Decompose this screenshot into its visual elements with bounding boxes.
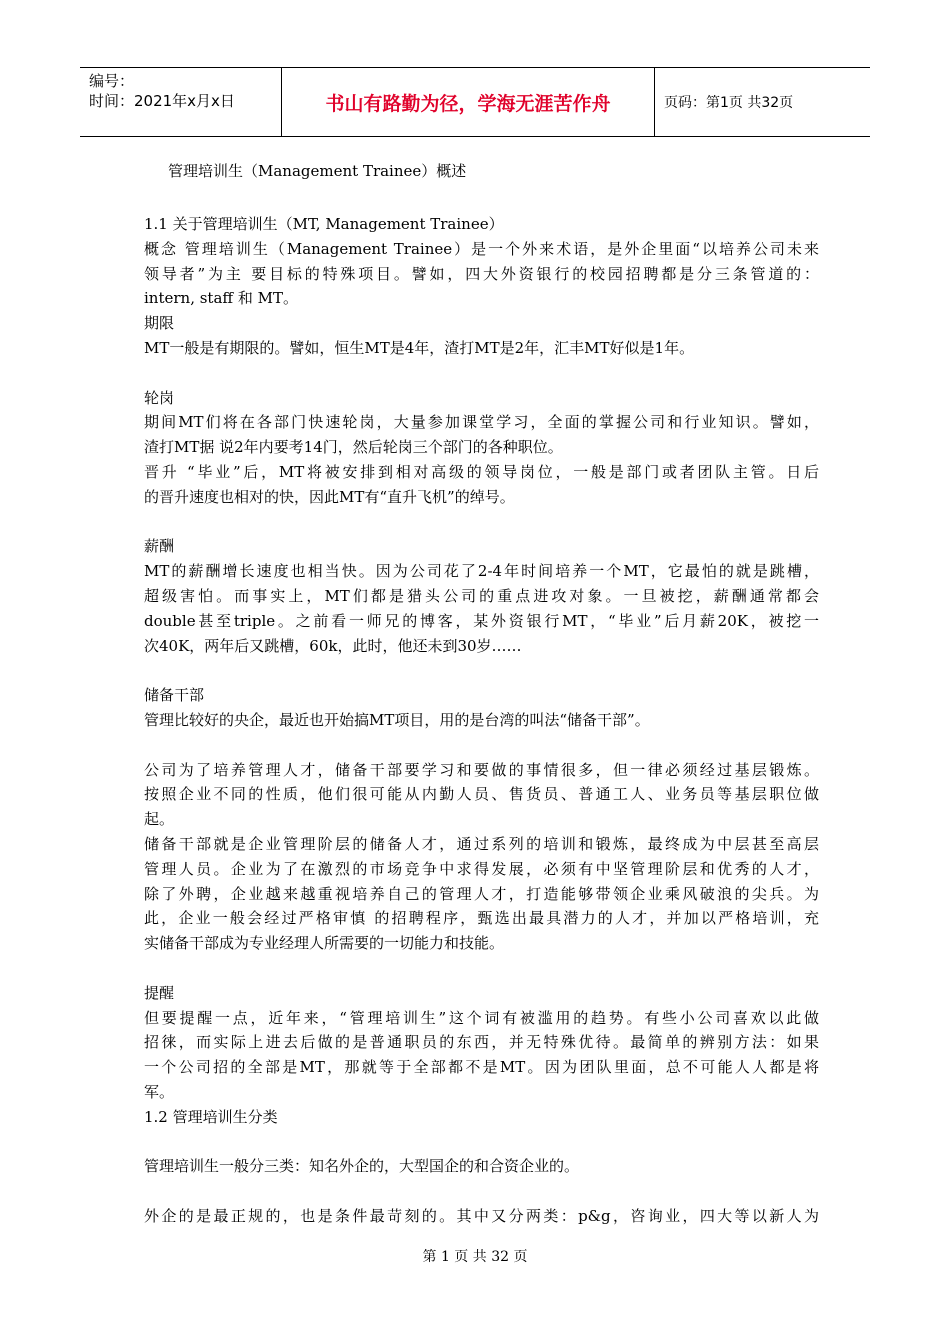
text-line: 管理人员。企业为了在激烈的市场竞争中求得发展，必须有中坚管理阶层和优秀的人才， [144,859,819,878]
text-line: 提醒 [144,983,175,1002]
text-line: 领导者”为主 要目标的特殊项目。譬如，四大外资银行的校园招聘都是分三条管道的： [144,264,819,283]
text-line: 1.1 关于管理培训生（MT, Management Trainee） [144,215,504,233]
text-line: 超级害怕。而事实上，MT们都是猎头公司的重点进攻对象。一旦被挖，薪酬通常都会 [144,586,819,605]
text-line: 此，企业一般会经过严格审慎 的招聘程序，甄选出最具潜力的人才，并加以严格培训，充 [144,909,819,928]
text-line: 军。 [144,1082,175,1101]
text-line: 实储备干部成为专业经理人所需要的一切能力和技能。 [144,934,505,953]
text-line: 次40K，两年后又跳槽，60k，此时，他还未到30岁…… [144,636,522,655]
text-line: intern, staff 和 MT。 [144,289,298,308]
text-line: 期限 [144,314,175,333]
text-line: 期间MT们将在各部门快速轮岗，大量参加课堂学习，全面的掌握公司和行业知识。譬如， [144,413,819,432]
text-line: 但要提醒一点，近年来，“管理培训生”这个词有被滥用的趋势。有些小公司喜欢以此做 [144,1008,819,1027]
text-line: 管理培训生一般分三类：知名外企的，大型国企的和合资企业的。 [144,1157,580,1176]
text-line: 的晋升速度也相对的快，因此MT有“直升飞机”的绰号。 [144,487,515,506]
text-line: 除了外聘，企业越来越重视培养自己的管理人才，打造能够带领企业乘风破浪的尖兵。为 [144,884,819,903]
time-label: 时间：2021年x月x日 [89,92,235,110]
text-line [144,658,819,683]
text-line: 外企的是最正规的，也是条件最苛刻的。其中又分两类：p&g，咨询业，四大等以新人为 [144,1206,819,1225]
text-line: 按照企业不同的性质，他们很可能从内勤人员、售货员、普通工人、业务员等基层职位做 [144,785,819,804]
text-line: 1.2 管理培训生分类 [144,1107,278,1126]
text-line [144,733,819,758]
document-title: 管理培训生（Management Trainee）概述 [168,162,467,180]
page-info: 页码：第1页 共32页 [664,95,794,111]
text-line: 招徕，而实际上进去后做的是普通职员的东西，并无特殊优待。最简单的辨别方法：如果 [144,1033,819,1052]
text-line [144,1179,819,1204]
text-line: 一个公司招的全部是MT，那就等于全部都不是MT。因为团队里面，总不可能人人都是将 [144,1058,819,1077]
text-line [144,1129,819,1154]
text-line: 轮岗 [144,388,175,407]
text-line: MT的薪酬增长速度也相当快。因为公司花了2-4年时间培养一个MT，它最怕的就是跳槽， [144,562,819,581]
text-line: 储备干部 [144,686,205,705]
header-meta-cell [80,68,282,136]
motto: 书山有路勤为径，学海无涯苦作舟 [282,68,655,136]
text-line: MT一般是有期限的。譬如，恒生MT是4年，渣打MT是2年，汇丰MT好似是1年。 [144,338,695,357]
text-line: double甚至triple。之前看一师兄的博客，某外资银行MT，“毕业”后月薪20K，被挖一 [144,611,819,630]
text-line: 储备干部就是企业管理阶层的储备人才，通过系列的培训和锻炼，最终成为中层甚至高层 [144,834,819,853]
text-line: 概念 管理培训生（Management Trainee）是一个外来术语，是外企里面“以培养公司未来 [144,239,819,258]
text-line: 管理比较好的央企，最近也开始搞MT项目，用的是台湾的叫法“储备干部”。 [144,710,650,729]
page-footer: 第 1 页 共 32 页 [422,1249,528,1265]
text-line: 薪酬 [144,537,175,556]
text-line: 起。 [144,810,175,829]
text-line: 渣打MT据 说2年内要考14门，然后轮岗三个部门的各种职位。 [144,438,563,457]
text-line [144,510,819,535]
text-line [144,361,819,386]
text-line: 公司为了培养管理人才，储备干部要学习和要做的事情很多，但一律必须经过基层锻炼。 [144,760,819,779]
text-line: 晋升 “毕业”后，MT将被安排到相对高级的领导岗位，一般是部门或者团队主管。日后 [144,462,819,481]
text-line [144,956,819,981]
header-table [80,67,870,137]
document-body [144,212,819,1229]
number-label: 编号： [89,72,135,90]
